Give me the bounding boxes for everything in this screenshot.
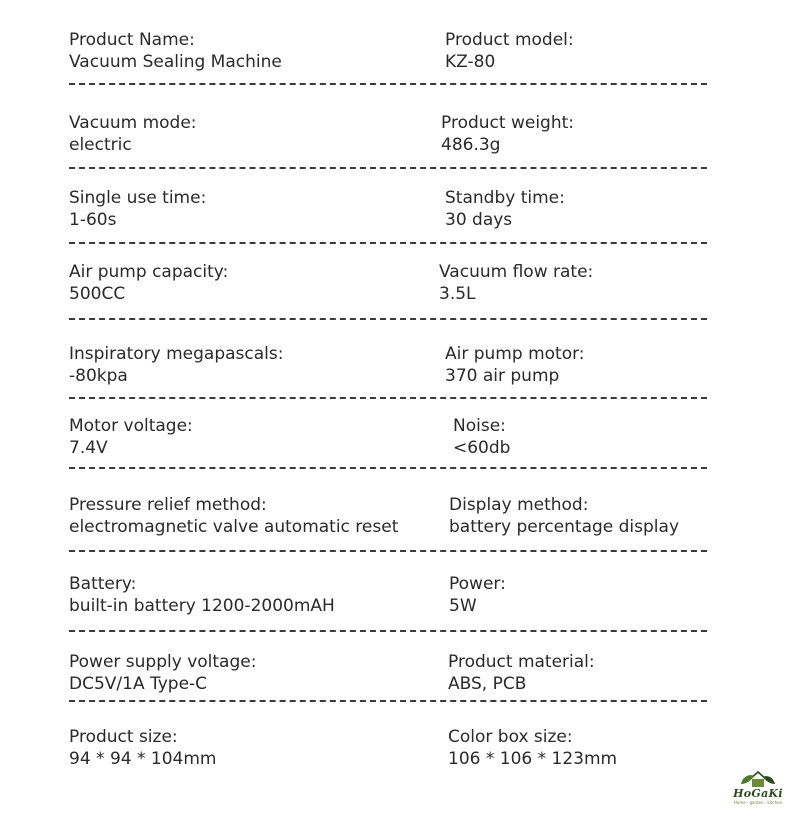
spec-cell-right (453, 416, 510, 459)
spec-value: electromagnetic valve automatic reset (69, 516, 399, 537)
spec-cell-right (441, 113, 574, 156)
spec-value: 500CC (69, 283, 126, 304)
spec-label: Air pump capacity: (69, 262, 229, 282)
spec-cell-left (69, 113, 197, 156)
spec-label: Inspiratory megapascals: (69, 344, 284, 364)
spec-value: 94 * 94 * 104mm (69, 748, 217, 769)
spec-value: 370 air pump (445, 365, 560, 386)
spec-value: 3.5L (439, 283, 476, 304)
spec-value: KZ-80 (445, 51, 496, 72)
spec-value: Vacuum Sealing Machine (69, 51, 282, 72)
logo-tagline: Home · garden · kitchen (733, 800, 783, 805)
spec-cell-right (439, 262, 593, 305)
spec-label: Single use time: (69, 188, 207, 208)
spec-cell-right (445, 188, 565, 231)
spec-cell-left (69, 652, 256, 695)
spec-label: Product Name: (69, 30, 195, 50)
spec-cell-left (69, 188, 206, 231)
spec-value: battery percentage display (449, 516, 679, 537)
spec-label: Power: (449, 574, 506, 594)
spec-label: Motor voltage: (69, 416, 193, 436)
spec-value: -80kpa (69, 365, 128, 386)
logo-text: HoGaKi (733, 787, 783, 800)
spec-label: Display method: (449, 495, 589, 515)
spec-cell-left (69, 416, 193, 459)
divider (69, 550, 707, 552)
spec-label: Vacuum mode: (69, 113, 197, 133)
spec-value: <60db (453, 437, 511, 458)
spec-label: Product material: (448, 652, 595, 672)
spec-cell-right (448, 727, 617, 770)
spec-value: 5W (449, 595, 477, 616)
spec-value: built-in battery 1200-2000mAH (69, 595, 335, 616)
spec-cell-right (448, 652, 595, 695)
spec-cell-right (449, 574, 506, 617)
spec-value: 1-60s (69, 209, 117, 230)
spec-cell-left (69, 727, 216, 770)
spec-value: 486.3g (441, 134, 501, 155)
spec-value: 30 days (445, 209, 513, 230)
spec-cell-left (69, 344, 283, 387)
spec-label: Product weight: (441, 113, 574, 133)
divider (69, 167, 707, 169)
brand-logo (727, 768, 789, 808)
spec-label: Pressure relief method: (69, 495, 267, 515)
spec-value: ABS, PCB (448, 673, 527, 694)
house-leaf-icon (727, 768, 789, 788)
spec-label: Product size: (69, 727, 178, 747)
spec-label: Air pump motor: (445, 344, 585, 364)
divider (69, 467, 707, 469)
spec-cell-right (449, 495, 679, 538)
spec-value: DC5V/1A Type-C (69, 673, 208, 694)
spec-label: Noise: (453, 416, 506, 436)
spec-label: Vacuum flow rate: (439, 262, 594, 282)
divider (69, 318, 707, 320)
spec-label: Battery: (69, 574, 137, 594)
divider (69, 397, 707, 399)
spec-cell-left (69, 262, 228, 305)
spec-cell-right (445, 30, 574, 73)
divider (69, 630, 707, 632)
divider (69, 700, 707, 702)
spec-label: Product model: (445, 30, 574, 50)
spec-label: Standby time: (445, 188, 565, 208)
spec-label: Color box size: (448, 727, 573, 747)
spec-value: electric (69, 134, 132, 155)
spec-value: 106 * 106 * 123mm (448, 748, 618, 769)
spec-cell-left (69, 30, 282, 73)
spec-cell-right (445, 344, 585, 387)
spec-label: Power supply voltage: (69, 652, 257, 672)
spec-cell-left (69, 495, 398, 538)
divider (69, 83, 707, 85)
spec-value: 7.4V (69, 437, 108, 458)
spec-cell-left (69, 574, 335, 617)
divider (69, 242, 707, 244)
